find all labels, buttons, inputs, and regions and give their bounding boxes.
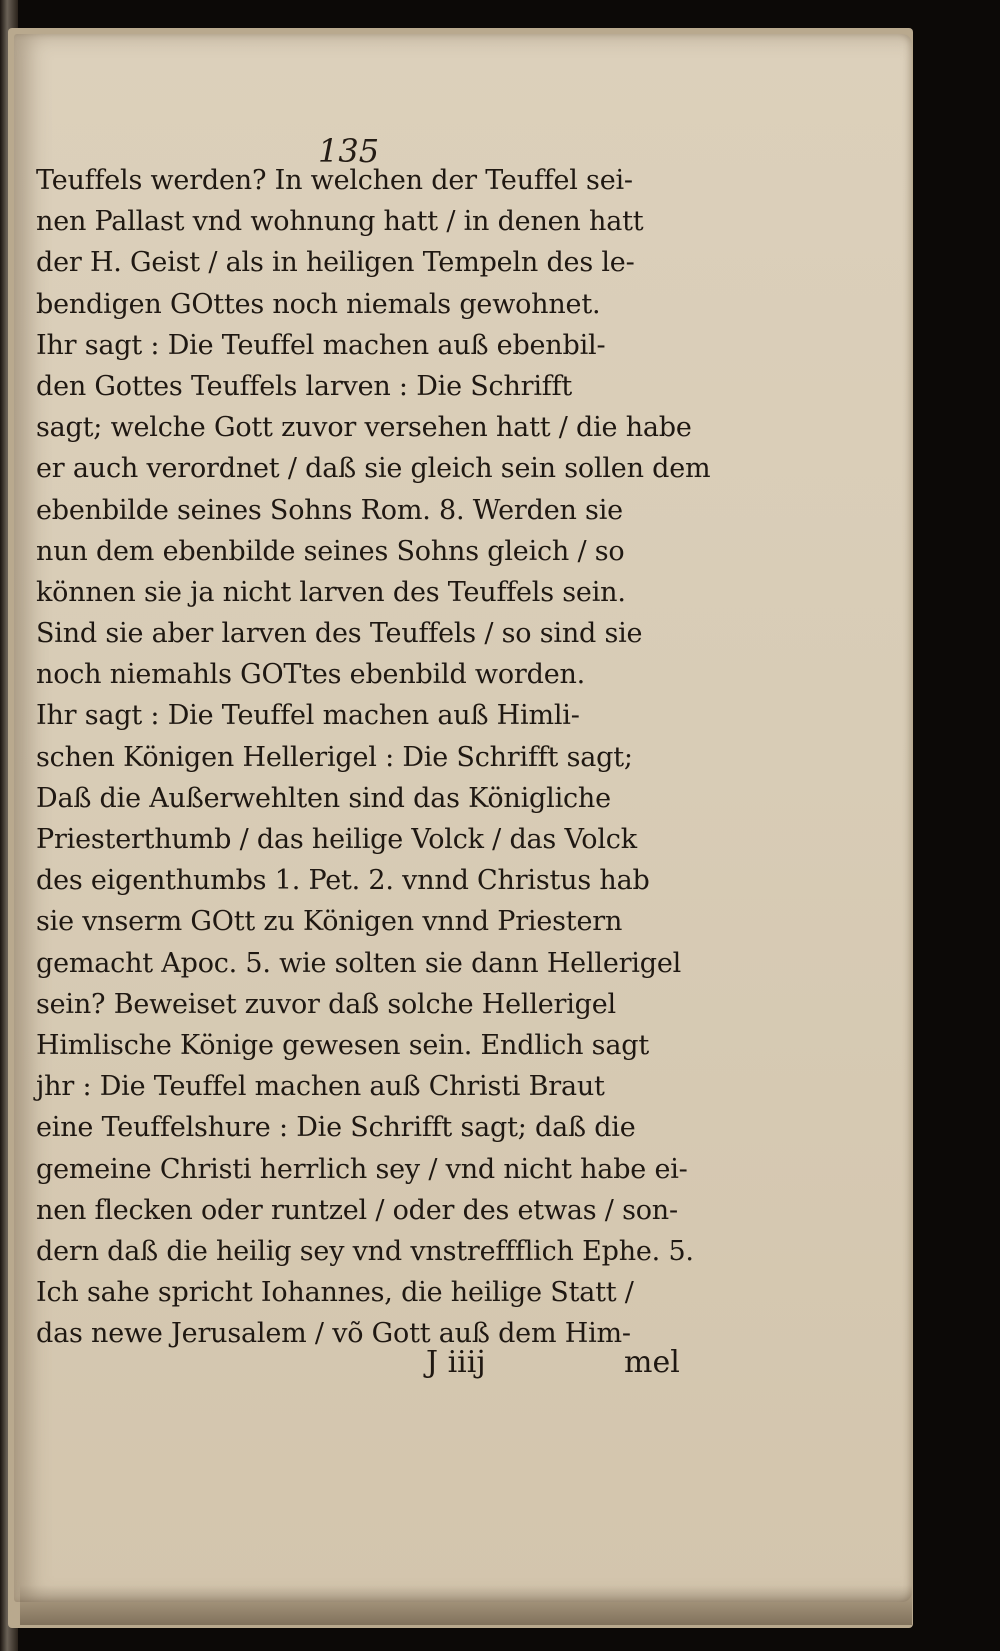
- text-line: sagt; welche Gott zuvor versehen hatt / die habe: [36, 412, 692, 444]
- text-line: bendigen GOttes noch niemals gewohnet.: [36, 288, 601, 320]
- text-line: jhr : Die Teuffel machen auß Christi Braut: [36, 1071, 605, 1103]
- text-line: nen flecken oder runtzel / oder des etwas / son-: [36, 1194, 678, 1226]
- text-line: sie vnserm GOtt zu Königen vnnd Priestern: [36, 906, 623, 938]
- text-line: Priesterthumb / das heilige Volck / das Volck: [36, 824, 637, 855]
- text-line: der H. Geist / als in heiligen Tempeln des le-: [36, 247, 635, 279]
- text-line: ebenbilde seines Sohns Rom. 8. Werden sie: [36, 494, 623, 526]
- text-line: den Gottes Teuffels larven : Die Schrifft: [36, 370, 573, 402]
- text-line: er auch verordnet / daß sie gleich sein sollen dem: [36, 453, 711, 485]
- text-line: Teuffels werden? In welchen der Teuffel sei-: [36, 165, 633, 196]
- text-line: Daß die Außerwehlten sind das Königliche: [36, 782, 611, 814]
- catchword: mel: [624, 1345, 680, 1380]
- text-line: sein? Beweiset zuvor daß solche Hellerigel: [36, 988, 616, 1020]
- text-line: Ihr sagt : Die Teuffel machen auß ebenbil-: [36, 329, 606, 361]
- text-line: Sind sie aber larven des Teuffels / so sind sie: [36, 618, 643, 650]
- text-line: können sie ja nicht larven des Teuffels sein.: [36, 576, 626, 608]
- body-text: [36, 160, 711, 1354]
- text-line: schen Königen Hellerigel : Die Schrifft sagt;: [36, 741, 633, 773]
- page-bottom-shadow: [20, 1585, 912, 1625]
- signature-mark: J iiij: [426, 1345, 486, 1380]
- text-line: Ihr sagt : Die Teuffel machen auß Himli-: [36, 700, 580, 732]
- text-line: gemacht Apoc. 5. wie solten sie dann Hellerigel: [36, 947, 682, 979]
- page-number: 135: [318, 132, 380, 170]
- text-line: Ich sahe spricht Iohannes, die heilige Statt /: [36, 1277, 634, 1309]
- text-line: nun dem ebenbilde seines Sohns gleich / so: [36, 535, 625, 567]
- text-line: eine Teuffelshure : Die Schrifft sagt; daß die: [36, 1112, 636, 1144]
- text-line: des eigenthumbs 1. Pet. 2. vnnd Christus hab: [36, 865, 650, 897]
- text-line: noch niemahls GOTtes ebenbild worden.: [36, 659, 586, 691]
- text-line: das newe Jerusalem / võ Gott auß dem Him-: [36, 1318, 631, 1350]
- text-line: gemeine Christi herrlich sey / vnd nicht habe ei-: [36, 1153, 688, 1185]
- text-line: dern daß die heilig sey vnd vnstreffflich Ephe. 5.: [36, 1235, 694, 1267]
- footer-row: [36, 1345, 680, 1389]
- text-line: Himlische Könige gewesen sein. Endlich sagt: [36, 1029, 649, 1061]
- text-line: nen Pallast vnd wohnung hatt / in denen hatt: [36, 206, 644, 238]
